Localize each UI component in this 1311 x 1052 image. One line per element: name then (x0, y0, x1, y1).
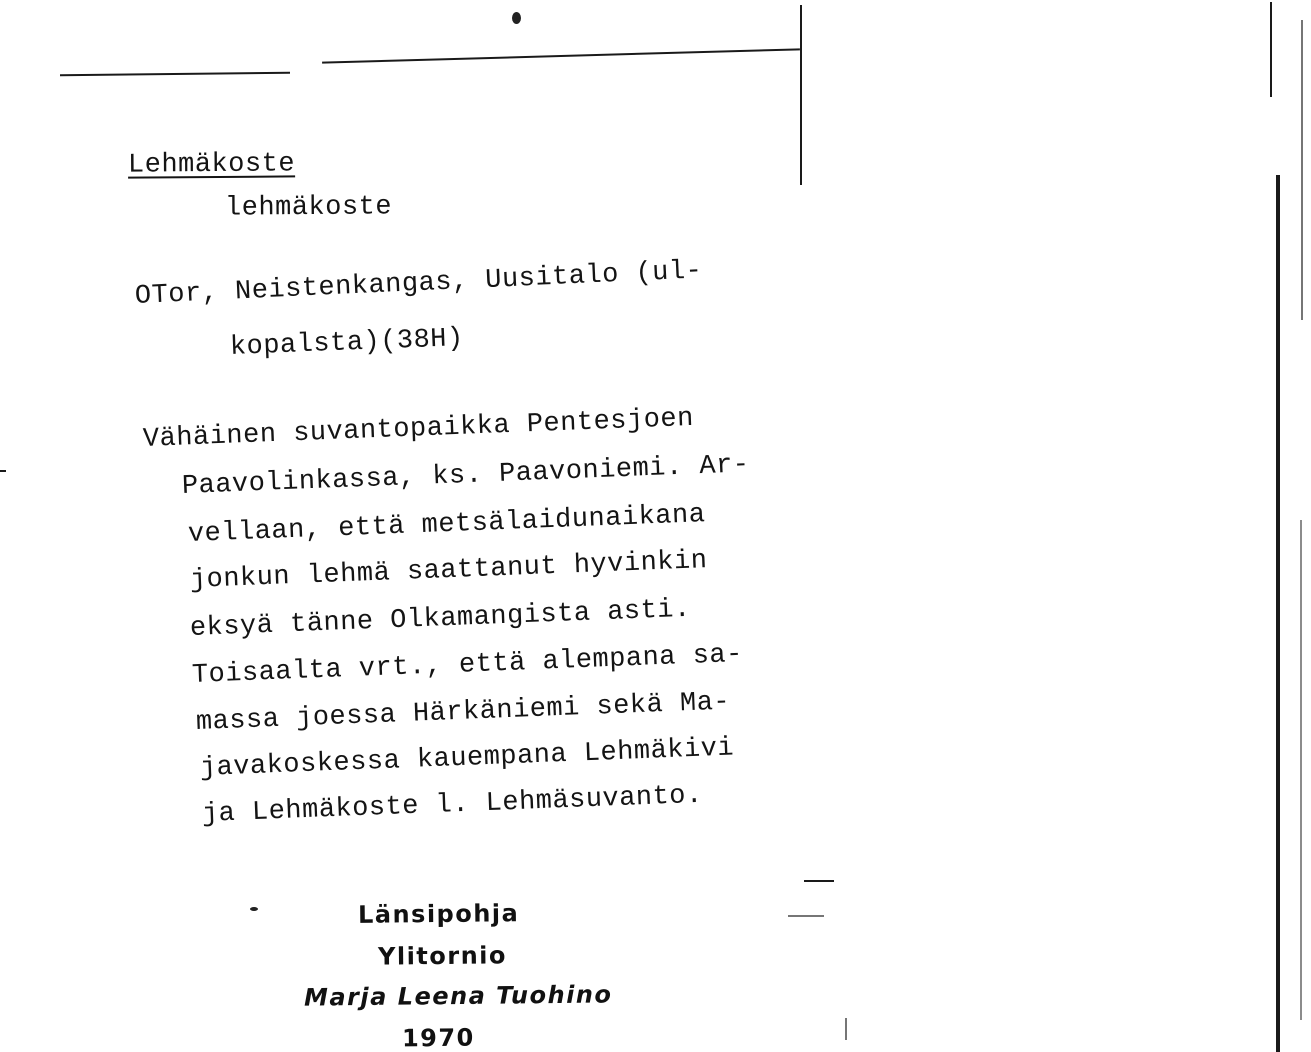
location-line-1: OTor, Neistenkangas, Uusitalo (ul- (134, 256, 703, 312)
description-line-8: javakoskessa kauempana Lehmäkivi (199, 733, 735, 784)
description-line-2: Paavolinkassa, ks. Paavoniemi. Ar- (181, 450, 751, 502)
margin-tick-right (804, 880, 834, 882)
page-far-right-edge (1301, 20, 1303, 320)
punch-hole-mark (512, 12, 521, 24)
description-line-9: ja Lehmäkoste l. Lehmäsuvanto. (201, 780, 704, 830)
description-line-5: eksyä tänne Olkamangista asti. (189, 594, 692, 644)
stamp-parish: Ylitornio (377, 941, 508, 971)
card-right-edge (800, 5, 802, 185)
page-right-border (1276, 175, 1280, 1052)
description-line-7: massa joessa Härkäniemi sekä Ma- (195, 687, 731, 738)
page-right-border-top (1270, 2, 1272, 97)
description-line-1: Vähäinen suvantopaikka Pentesjoen (142, 403, 695, 455)
stamp-region: Länsipohja (357, 899, 520, 929)
margin-tick-lower (845, 1018, 847, 1040)
variant-form: lehmäkoste (224, 192, 393, 224)
margin-tick-left (0, 470, 6, 472)
stamp-collector: Marja Leena Tuohino (303, 980, 613, 1012)
location-line-2: kopalsta)(38H) (229, 324, 465, 363)
card-top-edge (60, 72, 290, 76)
description-line-6: Toisaalta vrt., että alempana sa- (191, 639, 744, 691)
stamp-year: 1970 (401, 1023, 475, 1052)
headword: Lehmäkoste (127, 149, 296, 181)
description-line-4: jonkun lehmä saattanut hyvinkin (189, 546, 708, 596)
stamp-dot (250, 907, 258, 911)
description-line-3: vellaan, että metsälaidunaikana (187, 500, 706, 550)
margin-tick-right-2 (788, 915, 824, 917)
card-top-edge-right (322, 48, 800, 63)
page-far-right-edge-lower (1300, 520, 1302, 1020)
